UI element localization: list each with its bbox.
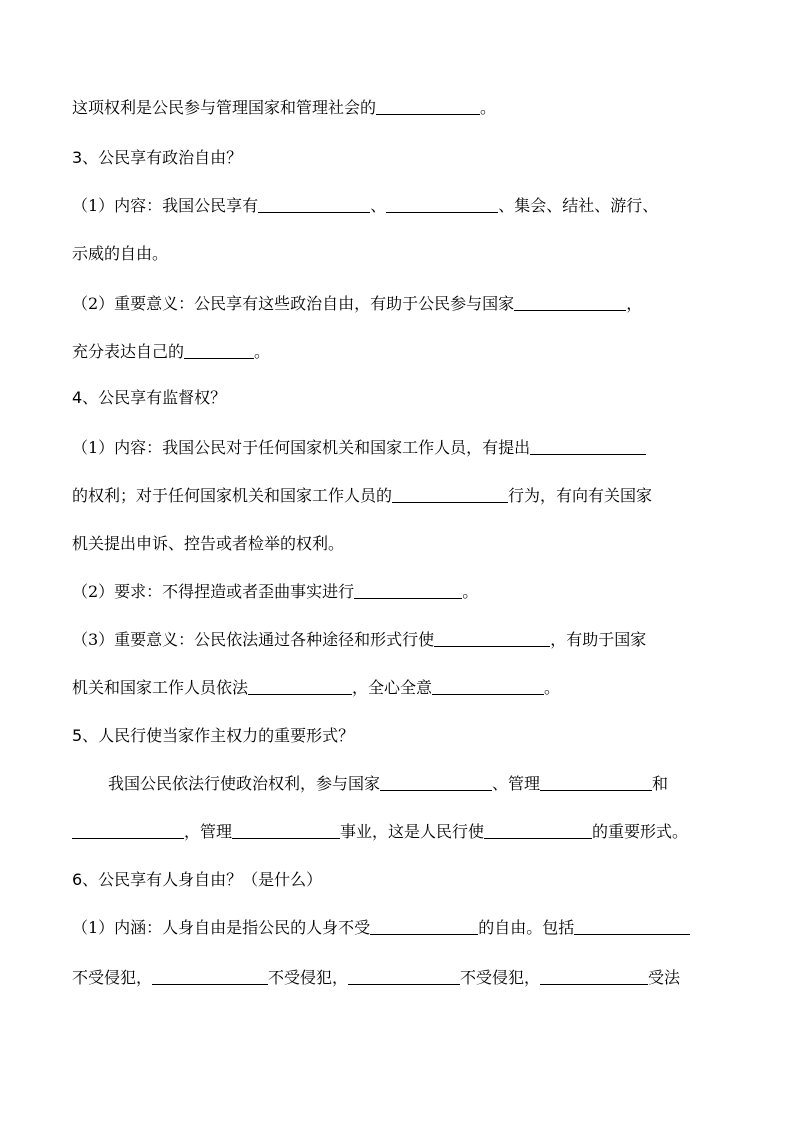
fill-blank[interactable] <box>232 820 340 839</box>
section-heading-3: 3、公民享有政治自由？ <box>72 148 243 167</box>
text-segment: 。 <box>544 678 561 697</box>
fill-blank[interactable] <box>72 820 184 839</box>
text-segment: （2）要求：不得捏造或者歪曲事实进行 <box>72 582 355 601</box>
fill-blank[interactable] <box>530 436 646 455</box>
text-line: 机关提出申诉、控告或者检举的权利。 <box>72 534 345 553</box>
text-segment: 的重要形式。 <box>592 822 689 841</box>
fill-blank[interactable] <box>376 96 480 115</box>
text-segment: 充分表达自己的 <box>72 342 185 361</box>
text-segment: 不受侵犯， <box>268 968 349 987</box>
section-heading-4: 4、公民享有监督权？ <box>72 388 227 407</box>
fill-blank[interactable] <box>432 676 544 695</box>
text-line <box>72 818 732 846</box>
fill-blank[interactable] <box>434 628 550 647</box>
text-line <box>72 94 732 122</box>
text-line <box>72 578 732 606</box>
text-segment: ，全心全意 <box>352 678 433 697</box>
section-heading-6: 6、公民享有人身自由？（是什么） <box>72 870 323 889</box>
fill-blank[interactable] <box>258 194 370 213</box>
fill-blank[interactable] <box>514 292 626 311</box>
text-segment: 。 <box>480 98 497 117</box>
fill-blank[interactable] <box>540 772 652 791</box>
fill-blank[interactable] <box>184 340 254 359</box>
text-line <box>72 482 732 510</box>
text-segment: （3）重要意义：公民依法通过各种途径和形式行使 <box>72 630 435 649</box>
text-segment: 行为，有向有关国家 <box>508 486 653 505</box>
text-segment: 的权利；对于任何国家机关和国家工作人员的 <box>72 486 393 505</box>
text-segment: ，管理 <box>184 822 233 841</box>
text-segment: （2）重要意义：公民享有这些政治自由，有助于公民参与国家 <box>72 294 515 313</box>
text-segment: 。 <box>254 342 271 361</box>
text-line: 示威的自由。 <box>72 244 169 263</box>
fill-blank[interactable] <box>380 772 492 791</box>
text-segment: 、管理 <box>492 774 541 793</box>
text-segment: （1）内涵：人身自由是指公民的人身不受 <box>72 918 371 937</box>
text-segment: 事业，这是人民行使 <box>340 822 485 841</box>
text-line <box>72 770 768 798</box>
text-line <box>72 914 732 942</box>
text-segment: 。 <box>462 582 479 601</box>
text-segment: 的自由。包括 <box>478 918 575 937</box>
fill-blank[interactable] <box>152 966 268 985</box>
text-line <box>72 626 732 654</box>
fill-blank[interactable] <box>248 676 352 695</box>
text-segment: 不受侵犯， <box>460 968 541 987</box>
fill-blank[interactable] <box>392 484 508 503</box>
text-segment: 、 <box>370 196 387 215</box>
text-line <box>72 434 732 462</box>
fill-blank[interactable] <box>574 916 690 935</box>
fill-blank[interactable] <box>540 966 648 985</box>
text-line <box>72 964 732 992</box>
text-segment: 机关和国家工作人员依法 <box>72 678 249 697</box>
text-segment: ， <box>626 294 643 313</box>
text-segment: 和 <box>652 774 669 793</box>
section-heading-5: 5、人民行使当家作主权力的重要形式？ <box>72 726 355 745</box>
text-segment: 、集会、结社、游行、 <box>498 196 659 215</box>
text-line <box>72 290 732 318</box>
text-line <box>72 192 732 220</box>
text-segment: （1）内容：我国公民对于任何国家机关和国家工作人员，有提出 <box>72 438 531 457</box>
fill-blank[interactable] <box>354 580 462 599</box>
text-segment: 受法 <box>648 968 681 987</box>
fill-blank[interactable] <box>386 194 498 213</box>
text-segment: （1）内容：我国公民享有 <box>72 196 259 215</box>
text-line <box>72 338 732 366</box>
fill-blank[interactable] <box>348 966 460 985</box>
text-line <box>72 674 732 702</box>
text-segment: 不受侵犯， <box>72 968 153 987</box>
text-segment: ，有助于国家 <box>550 630 647 649</box>
fill-blank[interactable] <box>484 820 592 839</box>
fill-blank[interactable] <box>370 916 478 935</box>
text-segment: 这项权利是公民参与管理国家和管理社会的 <box>72 98 377 117</box>
text-segment: 我国公民依法行使政治权利，参与国家 <box>108 774 381 793</box>
